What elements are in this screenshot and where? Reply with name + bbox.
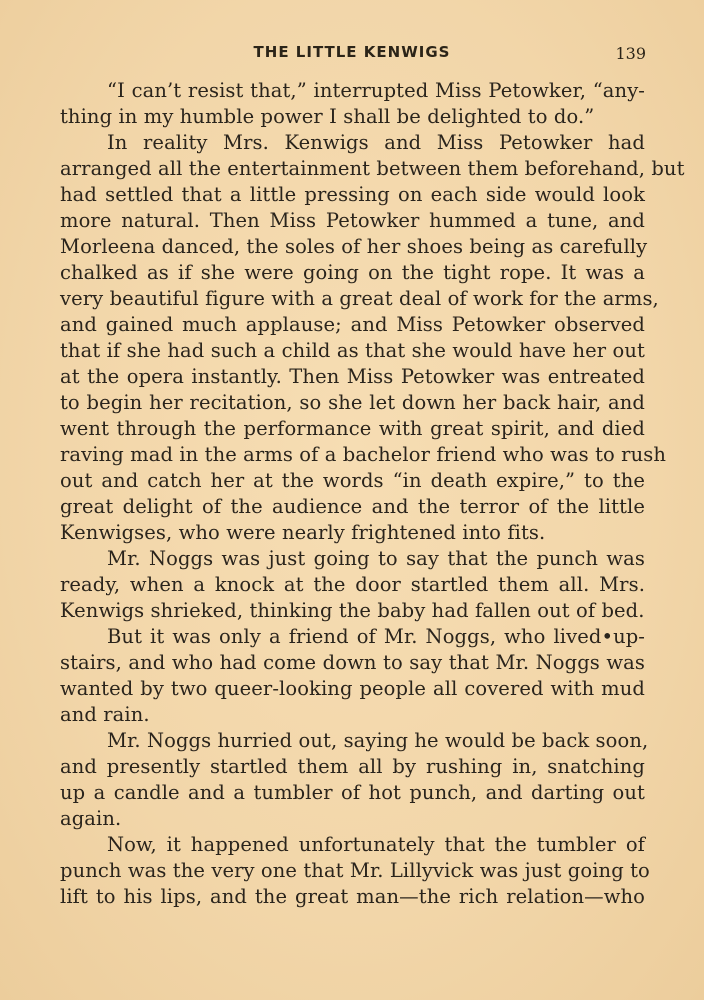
text-line: punch was the very one that Mr. Lillyvick was just going to [60, 859, 650, 882]
text-line: went through the performance with great spirit, and died [60, 417, 645, 440]
text-line: that if she had such a child as that she would have her out [60, 339, 645, 362]
body-text [60, 78, 685, 910]
text-line: Mr. Noggs hurried out, saying he would be back soon, [107, 729, 649, 752]
text-line: again. [60, 807, 122, 830]
text-line: Kenwigs shrieked, thinking the baby had fallen out of bed. [60, 599, 645, 622]
text-line: to begin her recitation, so she let down her back hair, and [60, 391, 645, 414]
running-title: THE LITTLE KENWIGS [253, 43, 451, 61]
text-line: In reality Mrs. Kenwigs and Miss Petowker had [107, 131, 645, 154]
text-line: Now, it happened unfortunately that the tumbler of [107, 833, 645, 856]
text-line: at the opera instantly. Then Miss Petowker was entreated [60, 365, 645, 388]
text-line: very beautiful figure with a great deal of work for the arms, [60, 287, 659, 310]
text-line: out and catch her at the words “in death expire,” to the [60, 469, 645, 492]
text-line: stairs, and who had come down to say that Mr. Noggs was [60, 651, 645, 674]
text-line: Morleena danced, the soles of her shoes being as carefully [60, 235, 648, 258]
text-line: and gained much applause; and Miss Petowker observed [60, 313, 645, 336]
text-line: and presently startled them all by rushing in, snatching [60, 755, 645, 778]
text-line: But it was only a friend of Mr. Noggs, who lived•up- [107, 625, 645, 648]
text-line: thing in my humble power I shall be delighted to do.” [60, 105, 595, 128]
text-line: lift to his lips, and the great man—the rich relation—who [60, 885, 645, 908]
text-line: arranged all the entertainment between them beforehand, but [60, 157, 685, 180]
text-line: had settled that a little pressing on each side would look [60, 183, 645, 206]
text-line: wanted by two queer-looking people all covered with mud [60, 677, 645, 700]
text-line: “I can’t resist that,” interrupted Miss Petowker, “any- [107, 79, 645, 102]
running-head [0, 43, 704, 67]
text-line: and rain. [60, 703, 150, 726]
text-line: up a candle and a tumbler of hot punch, and darting out [60, 781, 645, 804]
text-line: chalked as if she were going on the tight rope. It was a [60, 261, 645, 284]
text-line: great delight of the audience and the terror of the little [60, 495, 645, 518]
text-line: Kenwigses, who were nearly frightened into fits. [60, 521, 546, 544]
text-line: Mr. Noggs was just going to say that the punch was [107, 547, 645, 570]
text-line: more natural. Then Miss Petowker hummed a tune, and [60, 209, 645, 232]
text-line: raving mad in the arms of a bachelor friend who was to rush [60, 443, 667, 466]
page-number: 139 [615, 44, 646, 63]
text-line: ready, when a knock at the door startled them all. Mrs. [60, 573, 645, 596]
